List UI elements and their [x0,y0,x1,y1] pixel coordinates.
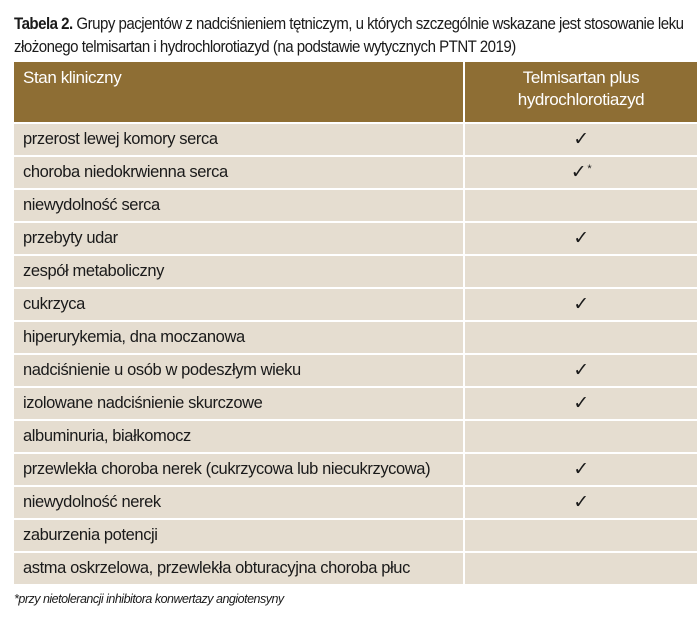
condition-cell: przerost lewej komory serca [14,123,464,156]
indication-cell [464,288,697,321]
indication-cell [464,420,697,453]
table-row [14,453,697,486]
table-row [14,255,697,288]
condition-cell: zaburzenia potencji [14,519,464,552]
condition-cell: nadciśnienie u osób w podeszłym wieku [14,354,464,387]
table-row [14,123,697,156]
table-row [14,222,697,255]
table-row [14,156,697,189]
condition-cell: niewydolność nerek [14,486,464,519]
condition-cell: przewlekła choroba nerek (cukrzycowa lub niecukrzycowa) [14,453,464,486]
checkmark-icon: ✓ [573,360,589,381]
checkmark-icon: ✓ [570,162,587,183]
indication-cell [464,321,697,354]
condition-cell: choroba niedokrwienna serca [14,156,464,189]
indication-cell [464,255,697,288]
table-row [14,189,697,222]
checkmark-icon: ✓ [573,459,589,480]
indication-cell [464,354,697,387]
indication-cell [464,453,697,486]
indication-cell [464,519,697,552]
table-row [14,288,697,321]
condition-cell: niewydolność serca [14,189,464,222]
indication-cell [464,552,697,584]
condition-cell: cukrzyca [14,288,464,321]
table-row [14,387,697,420]
indication-cell [464,486,697,519]
header-condition: Stan kliniczny [14,62,464,123]
table-row [14,486,697,519]
checkmark-icon: ✓ [573,294,589,315]
condition-cell: zespół metaboliczny [14,255,464,288]
header-drug-line1: Telmisartan plus [522,68,640,87]
checkmark-icon: ✓ [573,492,589,513]
condition-cell: albuminuria, białkomocz [14,420,464,453]
condition-cell: hiperurykemia, dna moczanowa [14,321,464,354]
indication-cell [464,123,697,156]
condition-cell: przebyty udar [14,222,464,255]
condition-cell: izolowane nadciśnienie skurczowe [14,387,464,420]
header-drug-line2: hydrochlorotiazyd [517,90,645,109]
footnote-marker: * [587,163,592,175]
indication-cell [464,387,697,420]
table-header-row [14,62,697,123]
indication-cell [464,156,697,189]
table-row [14,420,697,453]
caption-text: Grupy pacjentów z nadciśnieniem tętniczym, u których szczególnie wskazane jest stosowanie leku złożonego telmisartan i hydrochlorotiazyd (na podstawie wytycznych PTNT 2019) [14,15,684,56]
condition-cell: astma oskrzelowa, przewlekła obturacyjna choroba płuc [14,552,464,584]
header-drug [464,62,697,123]
checkmark-icon: ✓ [573,393,589,414]
table-row [14,354,697,387]
table-row [14,519,697,552]
checkmark-icon: ✓ [573,228,589,249]
footnote: *przy nietolerancji inhibitora konwertazy angiotensyny [14,592,284,606]
indication-cell [464,189,697,222]
caption-label: Tabela 2. [14,15,73,33]
indications-table [14,62,697,584]
table-row [14,552,697,584]
table-row [14,321,697,354]
indication-cell [464,222,697,255]
table-caption [14,13,698,59]
checkmark-icon: ✓ [573,129,589,150]
